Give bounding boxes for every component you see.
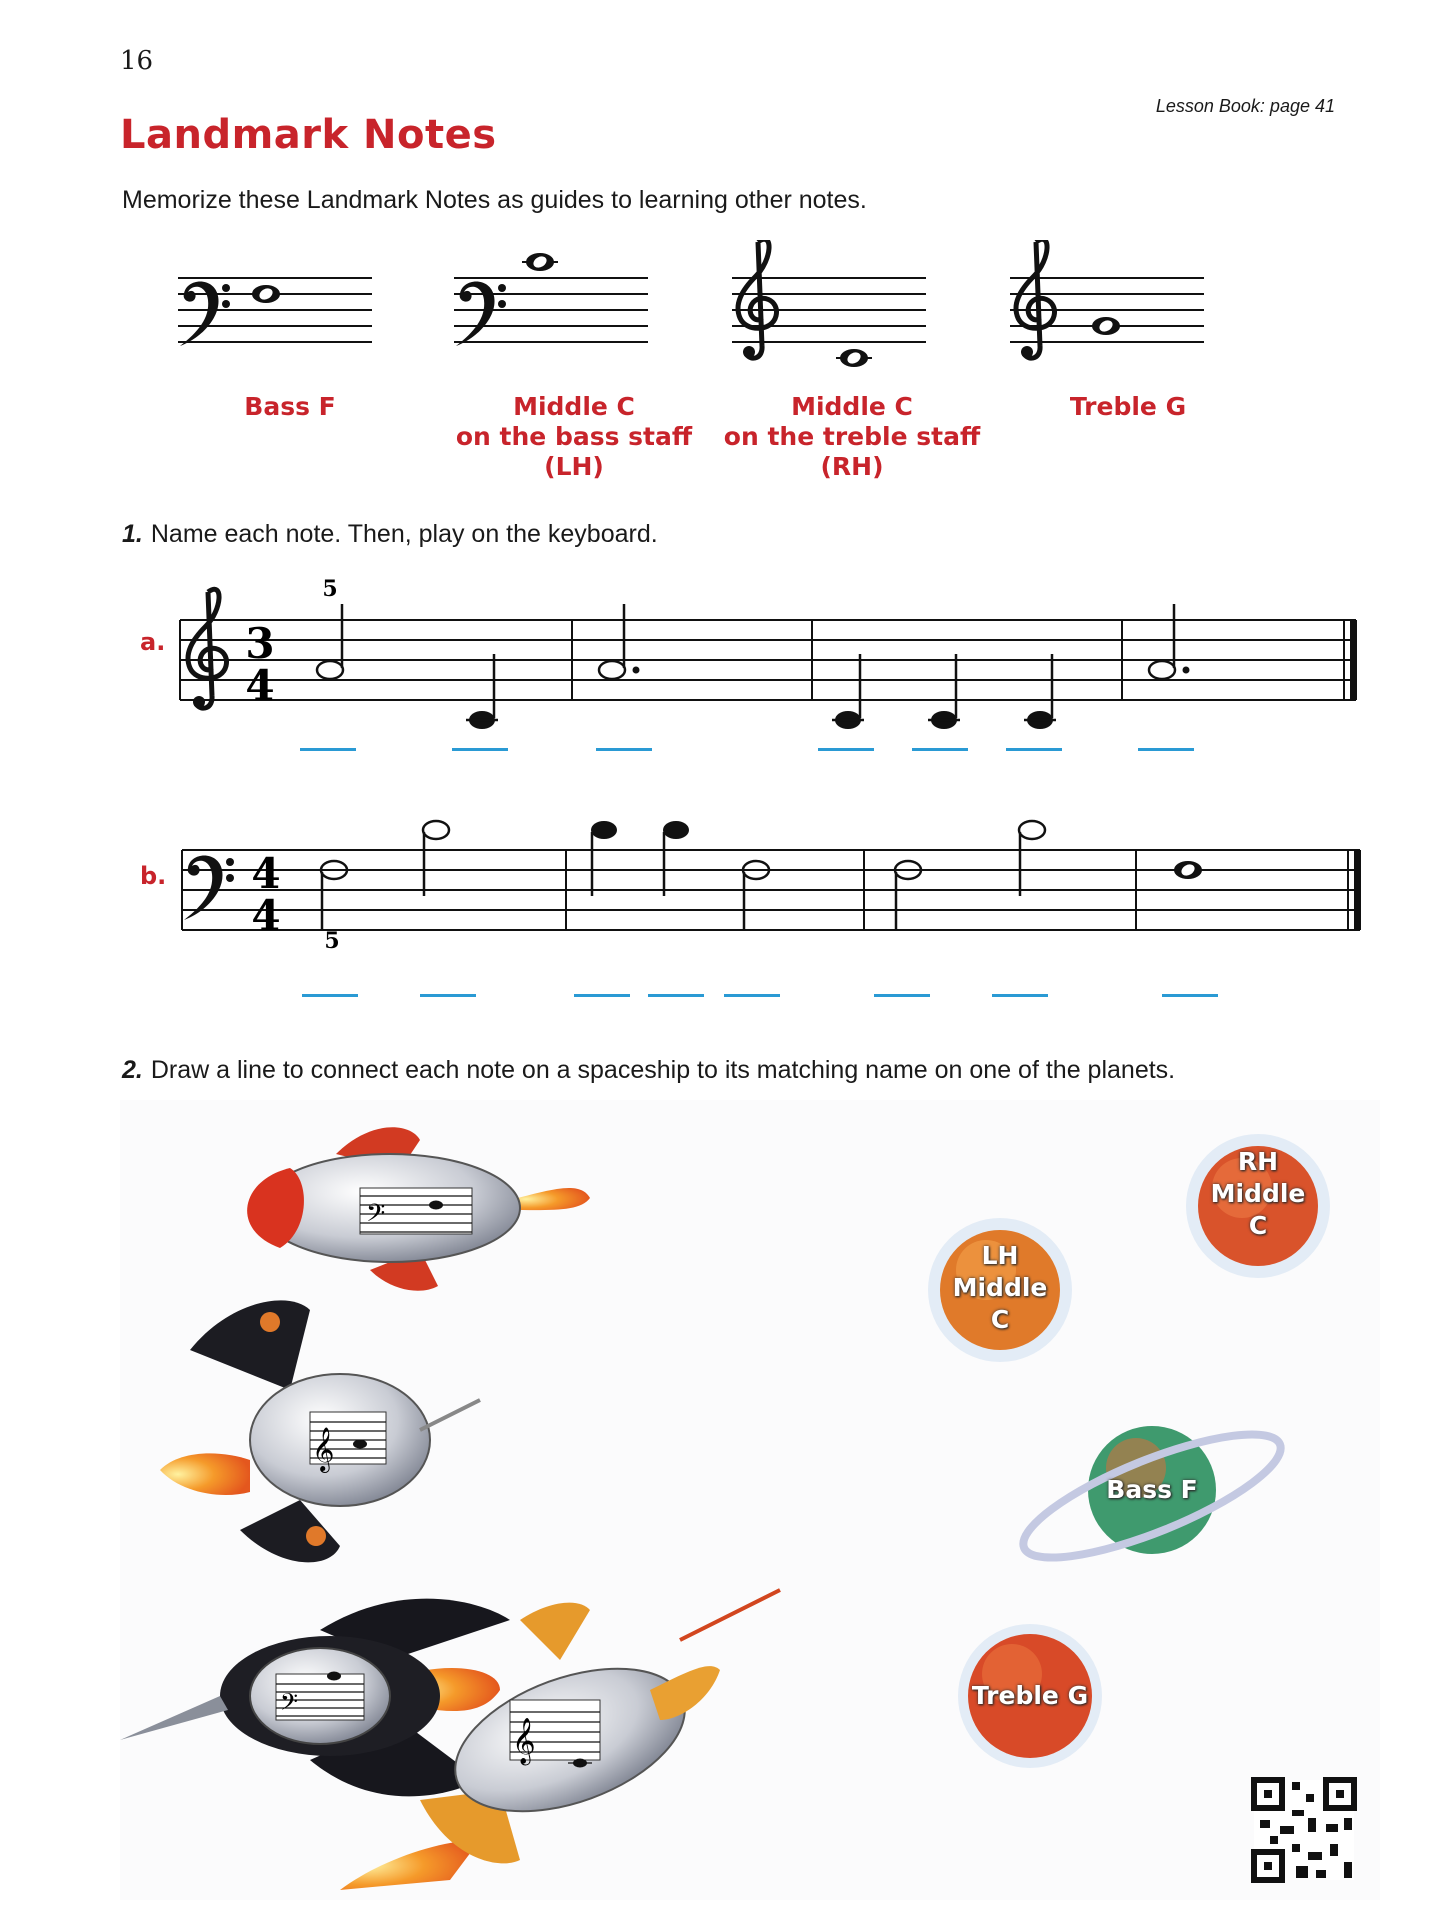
svg-text:𝄢: 𝄢 <box>366 1199 386 1234</box>
time-sig-bottom: 4 <box>251 891 281 940</box>
answer-blank-a2[interactable] <box>452 748 508 751</box>
answer-blank-b6[interactable] <box>874 994 930 997</box>
answer-blank-a3[interactable] <box>596 748 652 751</box>
row-b-letter: b. <box>140 862 167 890</box>
landmark-label-middle-c-bass: Middle C on the bass staff (LH) <box>455 392 693 481</box>
exercise-a-staff <box>0 560 1445 810</box>
exercise-1-text: Name each note. Then, play on the keyboard. <box>150 520 658 548</box>
exercise-1-instruction <box>122 520 658 549</box>
landmark-staff-middle-c-bass <box>454 253 648 346</box>
planet-label-treble-g: Treble G <box>971 1681 1089 1710</box>
landmark-staff-middle-c-treble <box>732 240 926 367</box>
answer-blank-a5[interactable] <box>912 748 968 751</box>
answer-blank-a7[interactable] <box>1138 748 1194 751</box>
landmark-label-middle-c-treble: Middle C on the treble staff (RH) <box>723 392 981 481</box>
exercise-1-number: 1. <box>122 520 143 548</box>
exercise-b-staff <box>0 800 1445 980</box>
answer-blank-b5[interactable] <box>724 994 780 997</box>
qr-code-icon[interactable] <box>1254 1780 1354 1880</box>
lesson-reference: Lesson Book: page 41 <box>1155 96 1335 116</box>
answer-blank-a6[interactable] <box>1006 748 1062 751</box>
page-title: Landmark Notes <box>120 112 497 158</box>
exercise-2-text: Draw a line to connect each note on a spaceship to its matching name on one of the planets. <box>150 1056 1176 1084</box>
svg-text:𝄞: 𝄞 <box>512 1718 536 1764</box>
finger-number: 5 <box>324 928 340 954</box>
finger-number: 5 <box>322 576 338 602</box>
svg-text:𝄢: 𝄢 <box>280 1688 299 1721</box>
bass-clef-icon <box>180 282 230 347</box>
planet-label-bass-f: Bass F <box>1106 1475 1198 1504</box>
landmark-label-bass-f: Bass F <box>244 392 336 421</box>
answer-blank-b4[interactable] <box>648 994 704 997</box>
treble-clef-icon <box>1016 240 1055 358</box>
answer-blank-b2[interactable] <box>420 994 476 997</box>
row-a-letter: a. <box>140 628 166 656</box>
exercise-2-instruction <box>122 1056 1175 1085</box>
landmark-staves <box>0 240 1445 390</box>
time-sig-top: 4 <box>251 849 281 898</box>
answer-blank-a1[interactable] <box>300 748 356 751</box>
answer-blank-b8[interactable] <box>1162 994 1218 997</box>
answer-blank-a4[interactable] <box>818 748 874 751</box>
answer-blank-b3[interactable] <box>574 994 630 997</box>
intro-text: Memorize these Landmark Notes as guides to learning other notes. <box>122 186 867 214</box>
planet-label-lh-middle-c: LH Middle C <box>952 1241 1048 1334</box>
time-sig-bottom: 4 <box>245 661 275 710</box>
bass-clef-icon <box>456 282 506 347</box>
landmark-staff-bass-f <box>178 278 372 346</box>
landmark-staff-treble-g <box>1010 240 1204 358</box>
svg-text:𝄞: 𝄞 <box>312 1427 335 1471</box>
treble-clef-icon <box>188 589 227 708</box>
planet-label-rh-middle-c: RH Middle C <box>1210 1147 1306 1240</box>
time-sig-top: 3 <box>245 619 275 668</box>
answer-blank-b7[interactable] <box>992 994 1048 997</box>
exercise-2-number: 2. <box>122 1056 143 1084</box>
treble-clef-icon <box>738 240 777 358</box>
answer-blank-b1[interactable] <box>302 994 358 997</box>
page-number: 16 <box>120 46 154 76</box>
landmark-label-treble-g: Treble G <box>1069 392 1187 421</box>
